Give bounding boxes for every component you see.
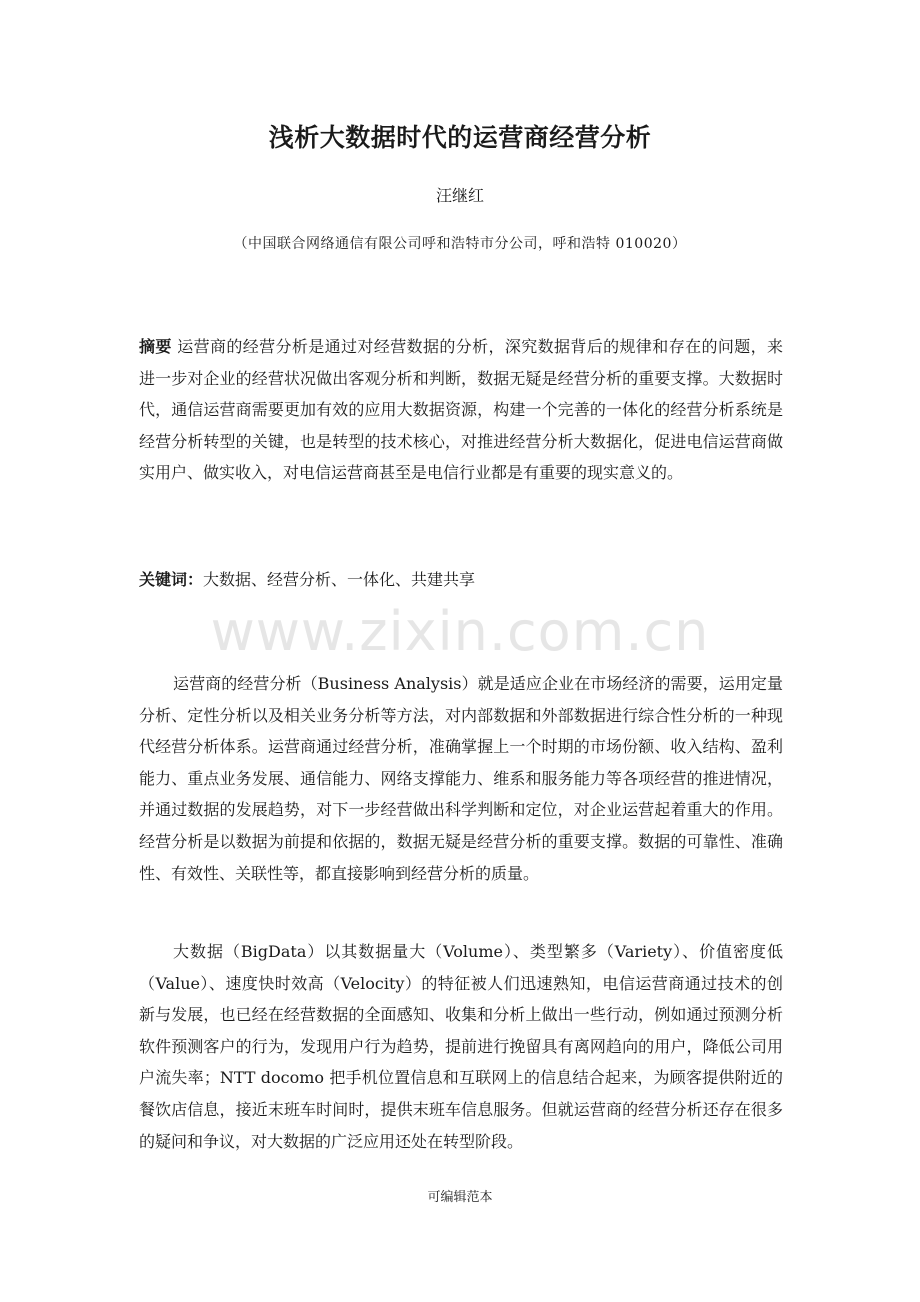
author-affiliation: （中国联合网络通信有限公司呼和浩特市分公司，呼和浩特 010020）	[233, 236, 687, 252]
abstract-text: 运营商的经营分析是通过对经营数据的分析，深究数据背后的规律和存在的问题，来进一步对企业的经营状况做出客观分析和判断，数据无疑是经营分析的重要支撑。大数据时代，通信运营商需要更加有效的应用大数据资源，构建一个完善的一体化的经营分析系统是经营分析转型的关键，也是转型的技术核心，对推进经营分析大数据化，促进电信运营商做实用户、做实收入，对电信运营商甚至是电信行业都是有重要的现实意义的。	[139, 337, 783, 483]
abstract-section	[139, 331, 783, 489]
document-title: 浅析大数据时代的运营商经营分析	[268, 123, 652, 152]
body-paragraph: 运营商的经营分析（Business Analysis）就是适应企业在市场经济的需要，运用定量分析、定性分析以及相关业务分析等方法，对内部数据和外部数据进行综合性分析的一种现代经营分析体系。运营商通过经营分析，准确掌握上一个时期的市场份额、收入结构、盈利能力、重点业务发展、通信能力、网络支撑能力、维系和服务能力等各项经营的推进情况，并通过数据的发展趋势，对下一步经营做出科学判断和定位，对企业运营起着重大的作用。经营分析是以数据为前提和依据的，数据无疑是经营分析的重要支撑。数据的可靠性、准确性、有效性、关联性等，都直接影响到经营分析的质量。	[139, 674, 783, 883]
abstract-label: 摘要	[139, 337, 172, 356]
keywords-section	[139, 564, 783, 596]
author-name: 汪继红	[435, 186, 484, 205]
watermark: www.zixin.com.cn	[210, 600, 710, 663]
keywords-label: 关键词：	[139, 570, 204, 589]
body-paragraph: 大数据（BigData）以其数据量大（Volume）、类型繁多（Variety）、价值密度低（Value）、速度快时效高（Velocity）的特征被人们迅速熟知，电信运营商通过技术的创新与发展，也已经在经营数据的全面感知、收集和分析上做出一些行动，例如通过预测分析软件预测客户的行为，发现用户行为趋势，提前进行挽留具有离网趋向的用户，降低公司用户流失率；NTT docomo 把手机位置信息和互联网上的信息结合起来，为顾客提供附近的餐饮店信息，接近末班车时间时，提供末班车信息服务。但就运营商的经营分析还存在很多的疑问和争议，对大数据的广泛应用还处在转型阶段。	[139, 942, 783, 1151]
page-footer: 可编辑范本	[427, 1190, 493, 1205]
keywords-text: 大数据、经营分析、一体化、共建共享	[203, 570, 476, 589]
